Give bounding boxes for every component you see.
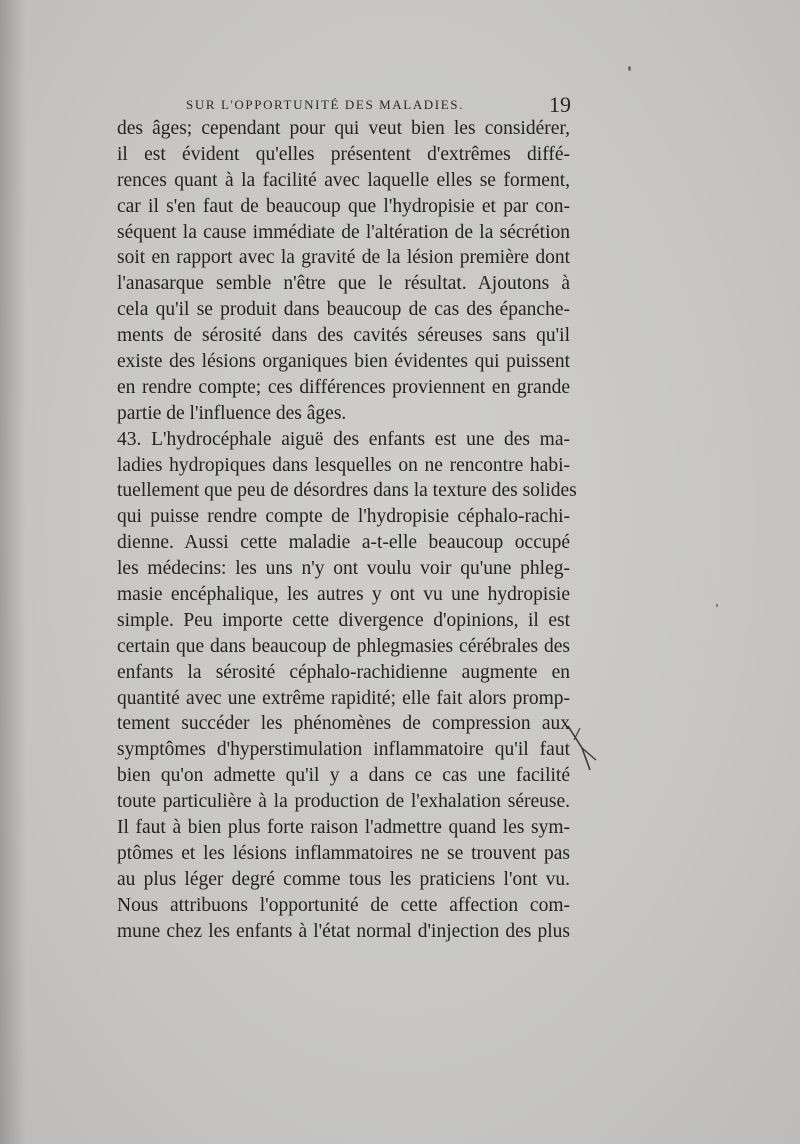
- text-line: partie de l'influence des âges.: [117, 402, 347, 424]
- text-line: symptômes d'hyperstimulation inflammatoire qu'il faut: [117, 739, 570, 761]
- page-number: 19: [549, 92, 571, 117]
- text-line: des âges; cependant pour qui veut bien les considérer,: [117, 118, 570, 139]
- text-line: toute particulière à la production de l'exhalation séreuse.: [117, 791, 570, 813]
- text-line: tement succéder les phénomènes de compression aux: [117, 713, 570, 735]
- text-line: qui puisse rendre compte de l'hydropisie céphalo-rachi-: [117, 506, 570, 528]
- text-line: les médecins: les uns n'y ont voulu voir qu'une phleg-: [117, 558, 570, 580]
- page-header: [186, 92, 571, 116]
- text-line: tuellement que peu de désordres dans la texture des solides: [117, 480, 577, 502]
- text-line: quantité avec une extrême rapidité; elle fait alors promp-: [117, 687, 570, 709]
- text-line: car il s'en faut de beaucoup que l'hydropisie et par con-: [117, 195, 570, 217]
- text-line: masie encéphalique, les autres y ont vu une hydropisie: [117, 584, 570, 606]
- text-line: soit en rapport avec la gravité de la lésion première dont: [117, 247, 570, 269]
- text-line: 43. L'hydrocéphale aiguë des enfants est une des ma-: [117, 428, 570, 450]
- text-line: certain que dans beaucoup de phlegmasies cérébrales des: [117, 635, 570, 657]
- text-line: Nous attribuons l'opportunité de cette affection com-: [117, 894, 570, 916]
- running-head: SUR L'OPPORTUNITÉ DES MALADIES.: [186, 97, 464, 112]
- text-line: ladies hydropiques dans lesquelles on ne rencontre habi-: [117, 454, 570, 476]
- text-line: mune chez les enfants à l'état normal d'injection des plus: [117, 920, 570, 942]
- text-line: dienne. Aussi cette maladie a-t-elle beaucoup occupé: [117, 532, 570, 554]
- text-line: rences quant à la facilité avec laquelle elles se forment,: [117, 169, 570, 191]
- text-line: enfants la sérosité céphalo-rachidienne augmente en: [117, 661, 570, 683]
- text-line: séquent la cause immédiate de l'altération de la sécrétion: [117, 221, 570, 243]
- text-line: existe des lésions organiques bien évidentes qui puissent: [117, 351, 570, 373]
- text-line: simple. Peu importe cette divergence d'opinions, il est: [117, 609, 570, 631]
- margin-pencil-mark: [560, 720, 600, 780]
- text-line: l'anasarque semble n'être que le résultat. Ajoutons à: [117, 273, 570, 295]
- text-line: au plus léger degré comme tous les praticiens l'ont vu.: [117, 868, 570, 890]
- paper-speck: [716, 604, 718, 607]
- text-line: Il faut à bien plus forte raison l'admettre quand les sym-: [117, 817, 570, 839]
- text-line: cela qu'il se produit dans beaucoup de cas des épanche-: [117, 299, 570, 321]
- text-line: en rendre compte; ces différences proviennent en grande: [117, 376, 570, 398]
- text-line: il est évident qu'elles présentent d'extrêmes diffé-: [117, 143, 570, 165]
- body-text: [117, 116, 577, 945]
- gutter-shadow: [0, 0, 26, 1144]
- paper-speck: [628, 66, 631, 71]
- text-line: ptômes et les lésions inflammatoires ne se trouvent pas: [117, 842, 570, 864]
- text-line: ments de sérosité dans des cavités séreuses sans qu'il: [117, 325, 570, 347]
- text-line: bien qu'on admette qu'il y a dans ce cas une facilité: [117, 765, 570, 787]
